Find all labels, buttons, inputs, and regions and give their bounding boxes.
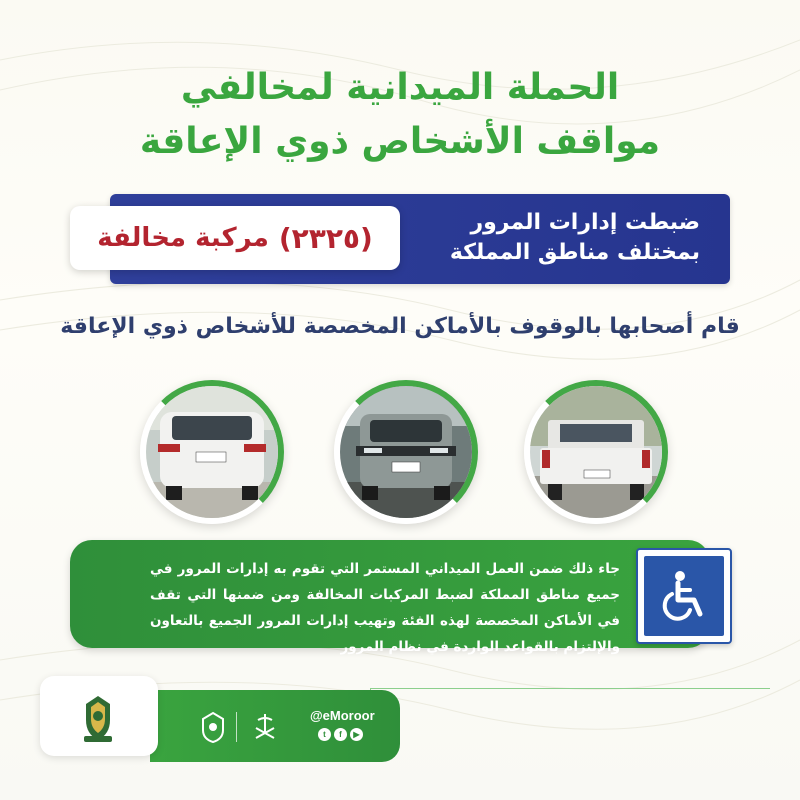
- twitter-icon[interactable]: t: [318, 728, 331, 741]
- banner-text: [400, 208, 700, 268]
- social-icons: [318, 728, 363, 741]
- footer-decor-line: [370, 688, 770, 689]
- page-title-line2: مواقف الأشخاص ذوي الإعاقة: [139, 121, 661, 162]
- info-box: [70, 540, 710, 655]
- page-title-line1: الحملة الميدانية لمخالفي: [180, 67, 620, 108]
- footer-logo-card: [40, 676, 158, 756]
- youtube-icon[interactable]: ▶: [350, 728, 363, 741]
- facebook-icon[interactable]: f: [334, 728, 347, 741]
- violation-count: (٢٣٢٥): [278, 221, 373, 255]
- footer-divider: [236, 712, 237, 742]
- violation-count-pill: [70, 206, 400, 270]
- subtitle: قام أصحابها بالوقوف بالأماكن المخصصة للأشخاص ذوي الإعاقة: [60, 314, 740, 339]
- traffic-department-logo: [70, 690, 126, 746]
- social-handle[interactable]: @eMoroor: [310, 708, 375, 723]
- info-text: جاء ذلك ضمن العمل الميداني المستمر التي تقوم به إدارات المرور في جميع مناطق المملكة لضبط المركبات المخالفة ومن ضمنها التي تقف في الأماكن المخصصة لهذه الفئة وتهيب إدارات المرور الجميع بالتعاون والإلتزام بالقواعد الواردة في نظام المرور: [150, 561, 620, 655]
- accessibility-sign: [636, 548, 732, 644]
- saudi-emblem-icon: [248, 710, 282, 744]
- banner-text-line2: بمختلف مناطق المملكة: [449, 240, 700, 265]
- violation-count-label: مركبة مخالفة: [97, 223, 269, 253]
- wheelchair-icon: [656, 568, 712, 624]
- car-photo-pickup: [524, 380, 668, 524]
- banner-text-line1: ضبطت إدارات المرور: [470, 210, 700, 235]
- traffic-emblem-icon: [196, 710, 230, 744]
- car-photo-suv-dark: [334, 380, 478, 524]
- car-photo-suv-white: [140, 380, 284, 524]
